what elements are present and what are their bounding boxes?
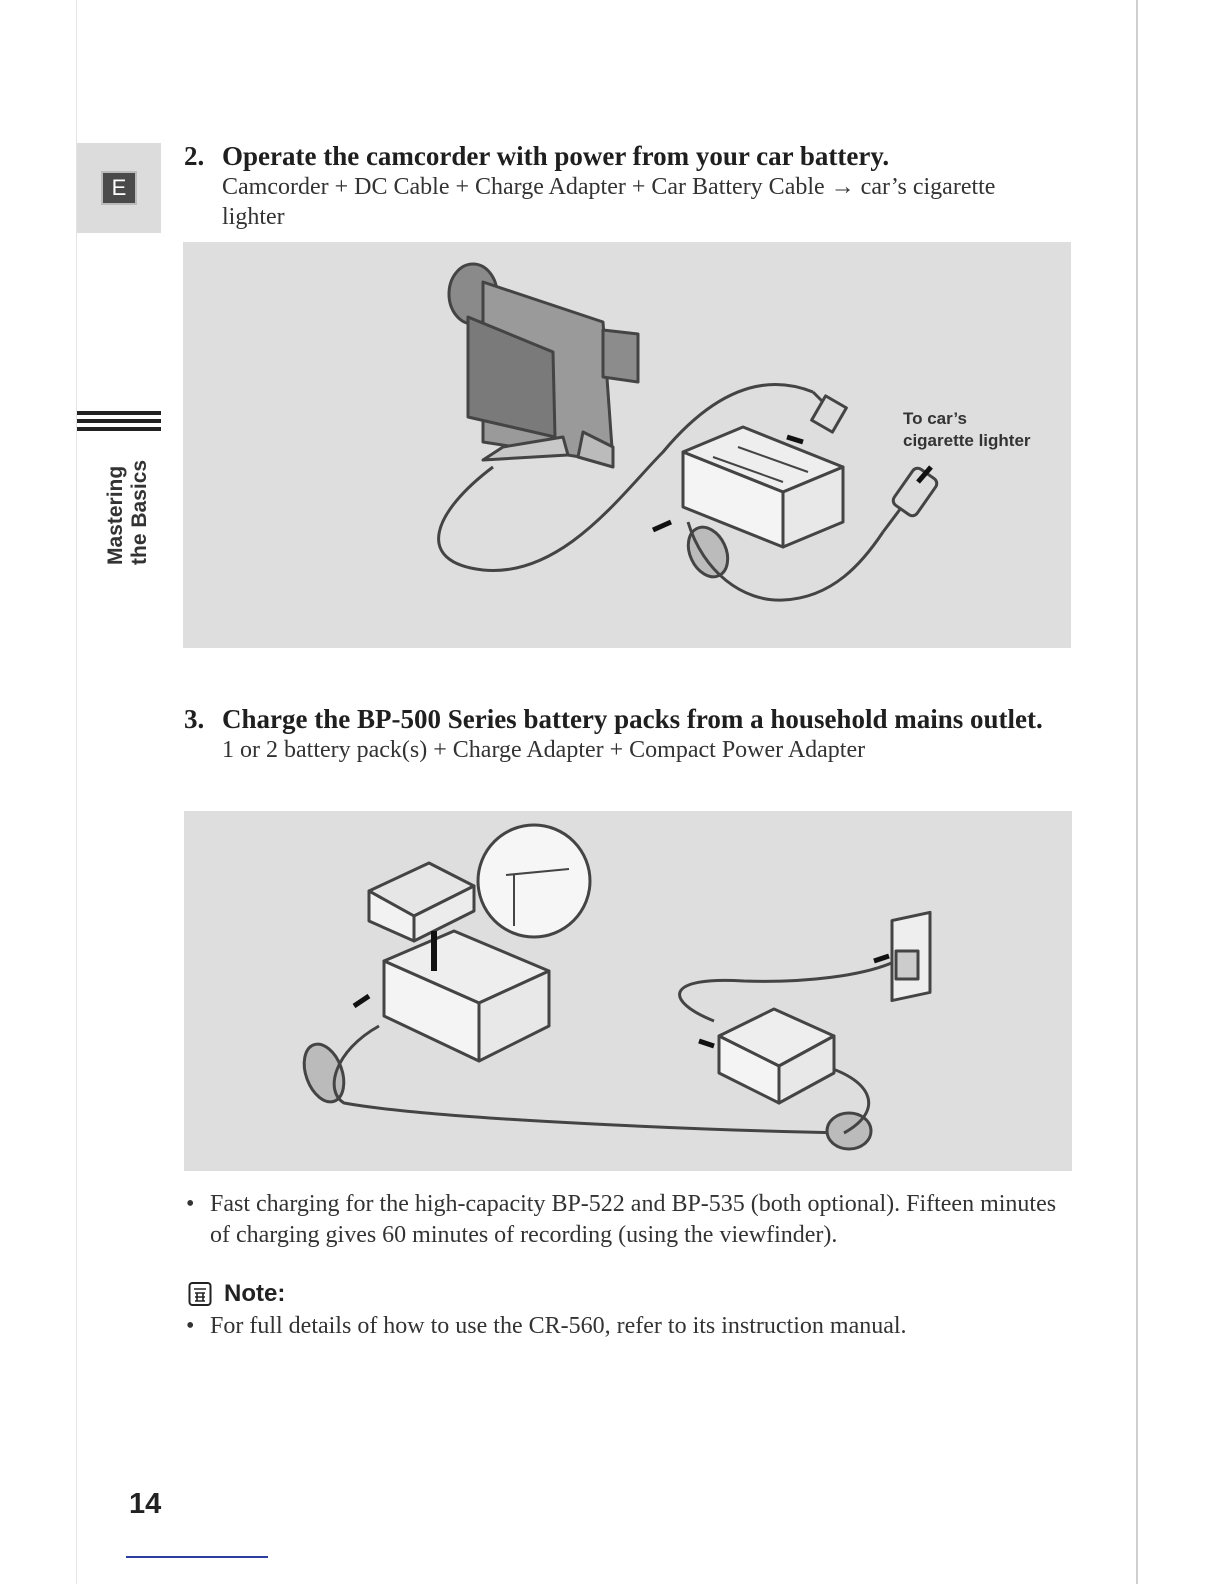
language-tab bbox=[77, 143, 161, 233]
mains-charging-diagram bbox=[184, 811, 1072, 1171]
section-marker-bars bbox=[77, 411, 161, 435]
car-lighter-label bbox=[903, 408, 1031, 452]
page-number: 14 bbox=[129, 1488, 162, 1520]
mains-charging-illustration bbox=[184, 811, 1072, 1171]
battery-pack-icon bbox=[369, 863, 474, 941]
step-3 bbox=[184, 703, 1064, 765]
step-2-heading bbox=[184, 140, 1064, 172]
step-2-text: Camcorder + DC Cable + Charge Adapter + Car Battery Cable → car’s cigarette lighter bbox=[222, 174, 996, 230]
step-2-number: 2. bbox=[184, 141, 205, 171]
footer-rule bbox=[126, 1556, 268, 1558]
bullet-dot: • bbox=[186, 1313, 195, 1339]
car-battery-connection-illustration bbox=[183, 242, 1071, 648]
section-label bbox=[104, 460, 152, 565]
camcorder-icon bbox=[449, 264, 638, 467]
note-heading bbox=[188, 1280, 285, 1308]
power-adapter-icon bbox=[719, 1009, 834, 1103]
bullet-text: Fast charging for the high-capacity BP-522 and BP-535 (both optional). Fifteen minutes of charging gives 60 minutes of recording (using the viewfinder). bbox=[210, 1191, 1057, 1248]
page-edge-right bbox=[1136, 0, 1138, 1584]
note-item bbox=[186, 1311, 1066, 1342]
page-edge-left bbox=[76, 0, 77, 1584]
step-3-number: 3. bbox=[184, 704, 205, 734]
charge-adapter-icon bbox=[384, 931, 549, 1061]
car-lighter-label-line1: To car’s bbox=[903, 409, 967, 428]
note-text: For full details of how to use the CR-560, refer to its instruction manual. bbox=[210, 1313, 907, 1339]
car-lighter-label-line2: cigarette lighter bbox=[903, 431, 1031, 450]
language-badge: E bbox=[101, 171, 137, 205]
bullet-dot: • bbox=[186, 1191, 195, 1217]
note-heading-text: Note: bbox=[224, 1280, 286, 1307]
wall-outlet-icon bbox=[892, 912, 930, 1000]
step-2 bbox=[184, 140, 1064, 232]
step-3-text: 1 or 2 battery pack(s) + Charge Adapter + Compact Power Adapter bbox=[222, 737, 866, 763]
section-label-line2: the Basics bbox=[128, 459, 151, 565]
bullet-item bbox=[186, 1189, 1066, 1251]
note-pad-icon bbox=[188, 1281, 212, 1307]
section-label-line1: Mastering bbox=[104, 465, 127, 565]
step-2-heading-text: Operate the camcorder with power from your car battery. bbox=[222, 141, 890, 171]
step-3-heading-text: Charge the BP-500 Series battery packs from a household mains outlet. bbox=[222, 704, 1043, 734]
step-3-heading bbox=[184, 703, 1064, 735]
